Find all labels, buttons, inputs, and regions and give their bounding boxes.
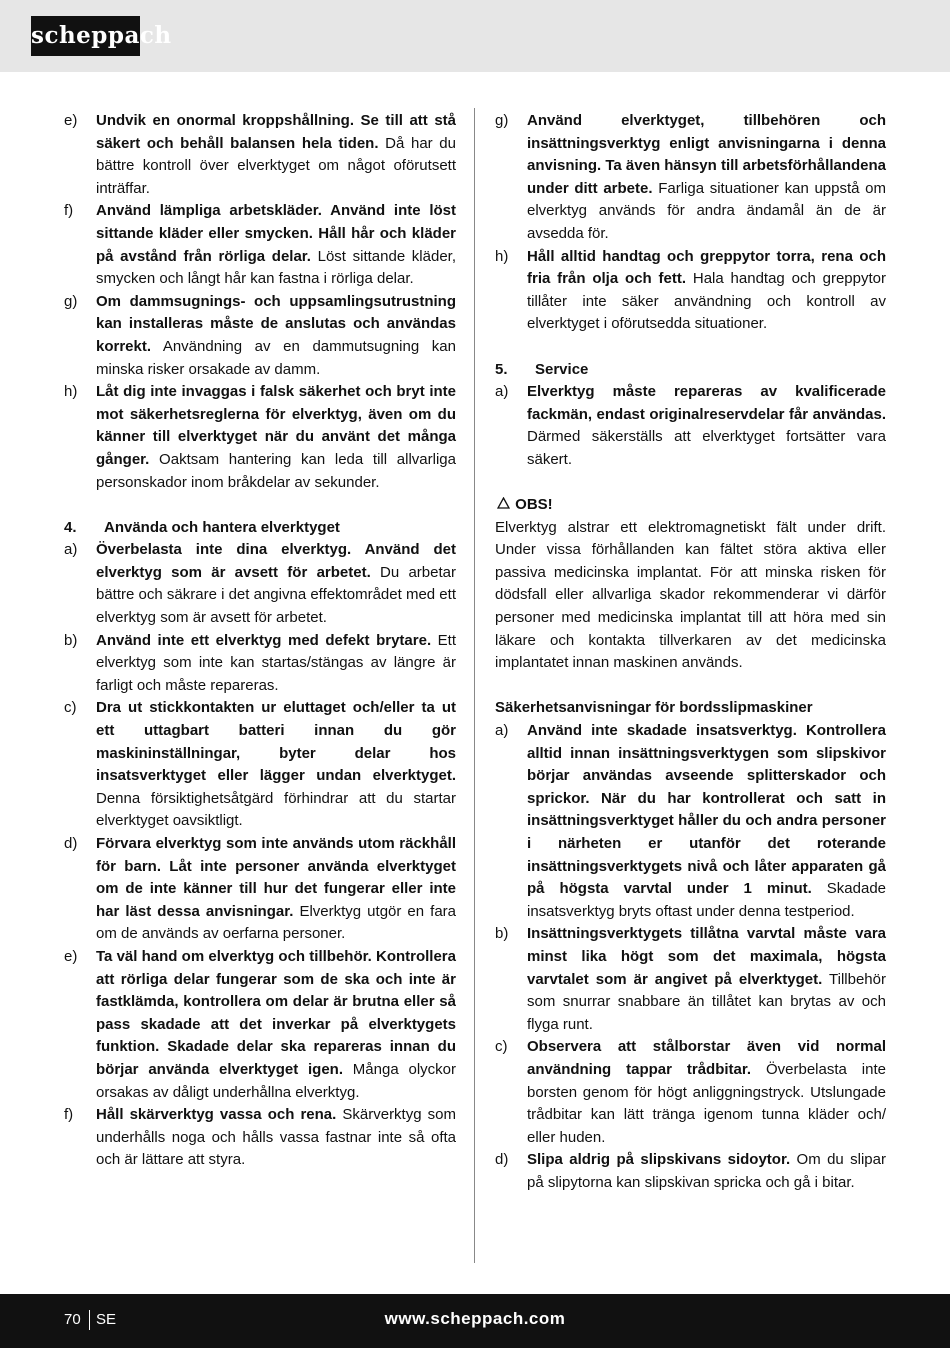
list-item	[64, 630, 456, 698]
list-item	[495, 110, 886, 246]
section-heading	[64, 517, 456, 540]
section-title: Använda och hantera elverktyget	[104, 518, 340, 536]
item-bold: Slipa aldrig på slipskivans sidoytor.	[527, 1151, 791, 1169]
item-label: a)	[495, 722, 509, 740]
right-column	[495, 110, 886, 1195]
list-item	[495, 923, 886, 1036]
list-item	[495, 246, 886, 336]
item-bold: Överbelasta inte dina elverktyg. Använd det elverktyg som är avsett för arbetet.	[96, 541, 456, 581]
item-text: Du arbetar bättre och säkrare i det angivna effektområdet med ett elverktyg som är avsett för arbetet.	[96, 563, 456, 627]
item-label: c)	[495, 1038, 508, 1056]
list-item	[495, 381, 886, 471]
item-text: Hala handtag och greppytor tillåter inte säker användning och kontroll av elverktyget i oförutsedda situationer.	[527, 270, 886, 333]
item-label: g)	[495, 112, 509, 129]
item-label: f)	[64, 202, 74, 220]
item-bold: Använd inte ett elverktyg med defekt brytare.	[96, 631, 432, 649]
item-bold: Använd lämpliga arbetskläder. Använd inte löst sittande kläder eller smycken. Håll hår och kläder på avstånd från rörliga delar.	[96, 202, 456, 265]
item-text: Skadade insatsverktyg bryts oftast under denna testperiod.	[527, 880, 886, 920]
item-label: f)	[64, 1106, 74, 1124]
list-item	[495, 1149, 886, 1194]
item-bold: Insättningsverktygets tillåtna varvtal måste vara minst lika högt som det maximala, högsta varvtalet som är angivet på elverktyget.	[527, 925, 886, 988]
item-text: Därmed säkerställs att elverktyget fortsätter vara säkert.	[527, 428, 886, 468]
item-label: e)	[64, 947, 78, 965]
list-item	[64, 946, 456, 1104]
list-item	[64, 381, 456, 494]
item-text: Många olyckor orsakas av dåligt underhållna elverktyg.	[96, 1060, 456, 1101]
item-label: b)	[64, 631, 78, 649]
list-item	[64, 539, 456, 629]
item-label: a)	[64, 541, 78, 559]
item-label: d)	[64, 835, 78, 852]
list-item	[64, 291, 456, 381]
page-number: 70	[64, 1311, 81, 1328]
item-text: Ett elverktyg som inte kan startas/stängas av längre är farligt och måste repareras.	[96, 631, 456, 694]
item-bold: Använd elverktyget, tillbehören och insättningsverktyg enligt anvisningarna i denna anvisning. Ta även hänsyn till arbetsförhållandena under ditt arbete.	[527, 112, 886, 197]
warning-heading	[495, 494, 886, 517]
item-text: Tillbehör som snurrar snabbare än tillåtet kan brytas av och flyga runt.	[527, 970, 886, 1033]
item-bold: Elverktyg måste repareras av kvalificerade fackmän, endast originalreservdelar får användas.	[527, 383, 886, 423]
language-code: SE	[96, 1311, 117, 1328]
page-footer	[0, 1294, 950, 1348]
item-label: b)	[495, 925, 509, 943]
item-bold: Förvara elverktyg som inte används utom räckhåll för barn. Låt inte personer använda elverktyget om de inte känner till hur det fungerar eller inte har läst dessa anvisningar.	[96, 835, 456, 920]
section-heading	[495, 359, 886, 382]
page-header	[0, 0, 950, 72]
item-label: g)	[64, 292, 78, 310]
list-item	[495, 720, 886, 923]
item-text: Skärverktyg som underhålls noga och hålls vassa fastnar inte så ofta och är lättare att styra.	[96, 1106, 456, 1169]
item-text: Överbelasta inte borsten genom för högt anliggningstryck. Utslungade trådbitar kan lätt tränga igenom tunna kläder och/ eller huden.	[527, 1060, 886, 1146]
item-bold: Låt dig inte invaggas i falsk säkerhet och bryt inte mot säkerhetsreglerna för elverktyg, även om du känner till elverktyget när du använt det många gånger.	[96, 383, 456, 468]
item-text: Om du slipar på slipytorna kan slipskivan spricka och gå i bitar.	[527, 1151, 886, 1191]
item-text: Oaktsam hantering kan leda till allvarliga personskador inom bråkdelar av sekunder.	[96, 450, 456, 491]
section-number: 5.	[495, 360, 508, 378]
item-bold: Observera att stålborstar även vid normal användning tappar trådbitar.	[527, 1038, 886, 1078]
item-text: Då har du bättre kontroll över elverktyget om något oförutsett inträffar.	[96, 134, 456, 197]
item-bold: Håll alltid handtag och greppytor torra, rena och fria från olja och fett.	[527, 247, 886, 288]
list-item	[64, 833, 456, 946]
item-text: Löst sittande kläder, smycken och långt hår kan fastna i rörliga delar.	[96, 247, 456, 288]
item-bold: Undvik en onormal kroppshållning. Se till att stå säkert och behåll balansen hela tiden.	[96, 112, 456, 152]
item-label: d)	[495, 1151, 509, 1169]
column-divider	[474, 108, 475, 1263]
item-label: h)	[64, 383, 78, 401]
item-text: Elverktyg utgör en fara om de används av oerfarna personer.	[96, 902, 456, 943]
warning-text: Elverktyg alstrar ett elektromagnetiskt fält under drift. Under vissa förhållanden kan fältet störa aktiva eller passiva medicinska implantat. För att minska risken för dödsfall eller allvarliga skador rekommenderar vi därför personer med medicinska implantat till att höra med sin läkare och kontakta tillverkaren av det medicinska implantatet innan maskinen används.	[495, 518, 886, 672]
list-item	[64, 1104, 456, 1172]
item-bold: Använd inte skadade insatsverktyg. Kontrollera alltid innan insättningsverktygen som slipskivor börjar användas avseende splitterskador och sprickor. När du har kontrollerat och satt in insättningsverktyget håller du och andra personer i närheten er utanför det roterande insättningsverktygets nivå och låter apparaten gå på högsta varvtal under 1 minut.	[527, 722, 886, 898]
item-label: c)	[64, 699, 77, 717]
item-label: e)	[64, 112, 78, 129]
warning-triangle-icon	[495, 494, 511, 517]
item-text: Användning av en dammutsugning kan minska risker orsakade av damm.	[96, 337, 456, 378]
item-text: Farliga situationer kan uppstå om elverktyg används för andra ändamål än de är avsedda för.	[527, 179, 887, 242]
scheppach-logo: scheppach	[31, 16, 140, 56]
list-item	[64, 200, 456, 290]
item-bold: Dra ut stickkontakten ur eluttaget och/eller ta ut ett uttagbart batteri innan du gör maskininställningar, byter delar hos insatsverktyget eller lägger undan elverktyget.	[96, 699, 456, 785]
website-url: www.scheppach.com	[384, 1309, 566, 1328]
item-label: h)	[495, 247, 509, 265]
item-bold: Om dammsugnings- och uppsamlingsutrustning kan installeras måste de anslutas och användas korrekt.	[96, 292, 456, 355]
item-bold: Håll skärverktyg vassa och rena.	[96, 1106, 337, 1124]
list-item	[64, 110, 456, 200]
list-item	[64, 697, 456, 833]
section-title: Service	[535, 360, 589, 378]
item-label: a)	[495, 383, 509, 401]
item-text: Denna försiktighetsåtgärd förhindrar att du startar elverktyget oavsiktligt.	[96, 789, 456, 830]
item-bold: Ta väl hand om elverktyg och tillbehör. Kontrollera att rörliga delar fungerar som de ska och inte är fastklämda, kontrollera om delar är brutna eller så pass skadade att det inverkar på elverktygets funktion. Skadade delar ska repareras innan du börjar använda elverktyget igen.	[96, 947, 456, 1078]
list-item	[495, 1036, 886, 1149]
left-column	[64, 110, 456, 1172]
warning-title: OBS!	[515, 496, 553, 514]
subsection-title: Säkerhetsanvisningar för bordsslipmaskiner	[495, 699, 813, 717]
section-number: 4.	[64, 518, 77, 536]
